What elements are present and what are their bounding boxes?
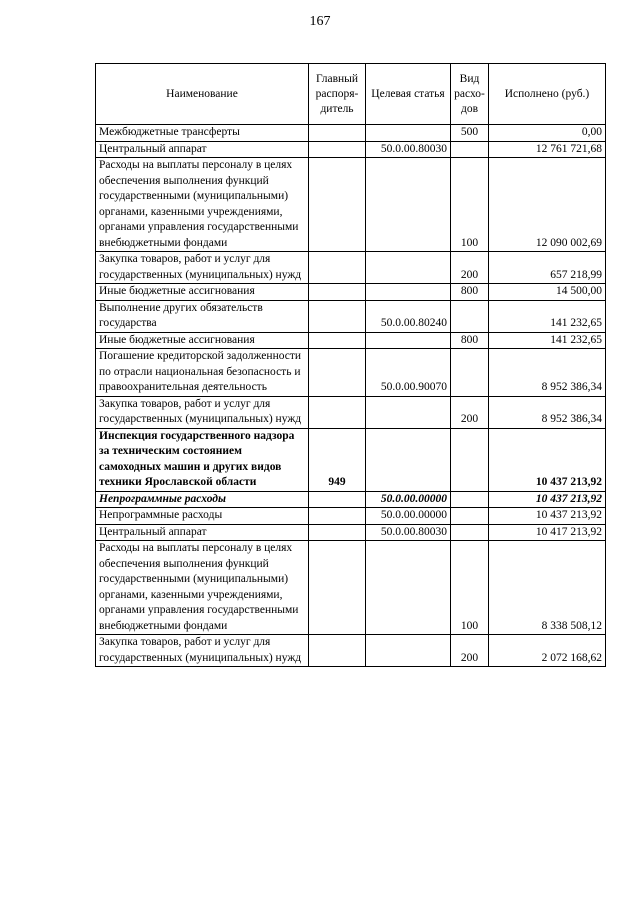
row-executed-cell: 14 500,00 <box>489 284 606 301</box>
row-expense-type-cell <box>451 428 489 491</box>
row-expense-type-cell: 100 <box>451 158 489 252</box>
header-target-item: Целевая статья <box>366 64 451 125</box>
row-target-item-cell: 50.0.00.80240 <box>366 300 451 332</box>
row-executed-cell: 657 218,99 <box>489 252 606 284</box>
row-name-cell: Инспекция государственного надзора за техническим состоянием самоходных машин и других видов техники Ярославской области <box>96 428 309 491</box>
header-executed: Исполнено (руб.) <box>489 64 606 125</box>
table-row <box>96 141 606 158</box>
table-row <box>96 125 606 142</box>
page-number: 167 <box>309 14 331 29</box>
table-row <box>96 508 606 525</box>
row-expense-type-cell <box>451 141 489 158</box>
table-row <box>96 635 606 667</box>
row-target-item-cell <box>366 396 451 428</box>
row-executed-cell: 10 437 213,92 <box>489 428 606 491</box>
row-expense-type-cell: 200 <box>451 396 489 428</box>
row-executed-cell: 8 952 386,34 <box>489 396 606 428</box>
row-name-cell: Центральный аппарат <box>96 141 309 158</box>
row-name-cell: Погашение кредиторской задолженности по отрасли национальная безопасность и правоохранительная деятельность <box>96 349 309 397</box>
row-target-item-cell <box>366 252 451 284</box>
row-name-cell: Центральный аппарат <box>96 524 309 541</box>
table-header-row <box>96 64 606 125</box>
row-executed-cell: 141 232,65 <box>489 332 606 349</box>
row-expense-type-cell <box>451 508 489 525</box>
row-name-cell: Закупка товаров, работ и услуг для государственных (муниципальных) нужд <box>96 252 309 284</box>
row-chief-administrator-cell <box>309 541 366 635</box>
row-executed-cell: 12 761 721,68 <box>489 141 606 158</box>
row-target-item-cell: 50.0.00.90070 <box>366 349 451 397</box>
row-target-item-cell: 50.0.00.80030 <box>366 141 451 158</box>
row-name-cell: Непрограммные расходы <box>96 508 309 525</box>
row-chief-administrator-cell: 949 <box>309 428 366 491</box>
row-expense-type-cell: 800 <box>451 332 489 349</box>
row-target-item-cell: 50.0.00.00000 <box>366 508 451 525</box>
table-row <box>96 428 606 491</box>
table-row <box>96 332 606 349</box>
budget-table <box>95 63 606 667</box>
row-executed-cell: 0,00 <box>489 125 606 142</box>
row-executed-cell: 10 437 213,92 <box>489 491 606 508</box>
row-executed-cell: 141 232,65 <box>489 300 606 332</box>
table-row <box>96 524 606 541</box>
row-target-item-cell <box>366 158 451 252</box>
row-expense-type-cell <box>451 491 489 508</box>
header-chief-administrator: Главный распоря-дитель <box>309 64 366 125</box>
row-name-cell: Закупка товаров, работ и услуг для государственных (муниципальных) нужд <box>96 396 309 428</box>
row-name-cell: Иные бюджетные ассигнования <box>96 332 309 349</box>
row-name-cell: Непрограммные расходы <box>96 491 309 508</box>
row-expense-type-cell <box>451 349 489 397</box>
row-chief-administrator-cell <box>309 491 366 508</box>
row-chief-administrator-cell <box>309 141 366 158</box>
row-expense-type-cell: 200 <box>451 635 489 667</box>
row-expense-type-cell: 500 <box>451 125 489 142</box>
row-chief-administrator-cell <box>309 508 366 525</box>
row-target-item-cell <box>366 541 451 635</box>
table-body <box>96 125 606 667</box>
table-row <box>96 284 606 301</box>
header-expense-type: Вид расхо-дов <box>451 64 489 125</box>
row-expense-type-cell <box>451 524 489 541</box>
row-chief-administrator-cell <box>309 300 366 332</box>
row-expense-type-cell: 200 <box>451 252 489 284</box>
row-chief-administrator-cell <box>309 158 366 252</box>
row-executed-cell: 10 437 213,92 <box>489 508 606 525</box>
row-target-item-cell <box>366 284 451 301</box>
row-name-cell: Расходы на выплаты персоналу в целях обеспечения выполнения функций государственными (муниципальными) органами, казенными учреждениями, органами управления государственными внебюджетными фондами <box>96 541 309 635</box>
row-chief-administrator-cell <box>309 524 366 541</box>
row-executed-cell: 8 952 386,34 <box>489 349 606 397</box>
table-row <box>96 300 606 332</box>
table-row <box>96 396 606 428</box>
row-name-cell: Межбюджетные трансферты <box>96 125 309 142</box>
row-target-item-cell <box>366 635 451 667</box>
table-row <box>96 491 606 508</box>
table-row <box>96 349 606 397</box>
row-executed-cell: 8 338 508,12 <box>489 541 606 635</box>
table-row <box>96 252 606 284</box>
row-target-item-cell <box>366 125 451 142</box>
row-expense-type-cell: 100 <box>451 541 489 635</box>
header-name: Наименование <box>96 64 309 125</box>
table-row <box>96 541 606 635</box>
row-chief-administrator-cell <box>309 349 366 397</box>
row-target-item-cell <box>366 428 451 491</box>
row-chief-administrator-cell <box>309 635 366 667</box>
row-chief-administrator-cell <box>309 284 366 301</box>
table-row <box>96 158 606 252</box>
row-name-cell: Выполнение других обязательств государства <box>96 300 309 332</box>
row-name-cell: Расходы на выплаты персоналу в целях обеспечения выполнения функций государственными (муниципальными) органами, казенными учреждениями, органами управления государственными внебюджетными фондами <box>96 158 309 252</box>
row-target-item-cell <box>366 332 451 349</box>
row-chief-administrator-cell <box>309 396 366 428</box>
row-expense-type-cell: 800 <box>451 284 489 301</box>
row-executed-cell: 10 417 213,92 <box>489 524 606 541</box>
row-name-cell: Закупка товаров, работ и услуг для государственных (муниципальных) нужд <box>96 635 309 667</box>
row-executed-cell: 2 072 168,62 <box>489 635 606 667</box>
row-target-item-cell: 50.0.00.80030 <box>366 524 451 541</box>
row-expense-type-cell <box>451 300 489 332</box>
row-chief-administrator-cell <box>309 125 366 142</box>
row-executed-cell: 12 090 002,69 <box>489 158 606 252</box>
row-chief-administrator-cell <box>309 252 366 284</box>
row-target-item-cell: 50.0.00.00000 <box>366 491 451 508</box>
row-name-cell: Иные бюджетные ассигнования <box>96 284 309 301</box>
row-chief-administrator-cell <box>309 332 366 349</box>
